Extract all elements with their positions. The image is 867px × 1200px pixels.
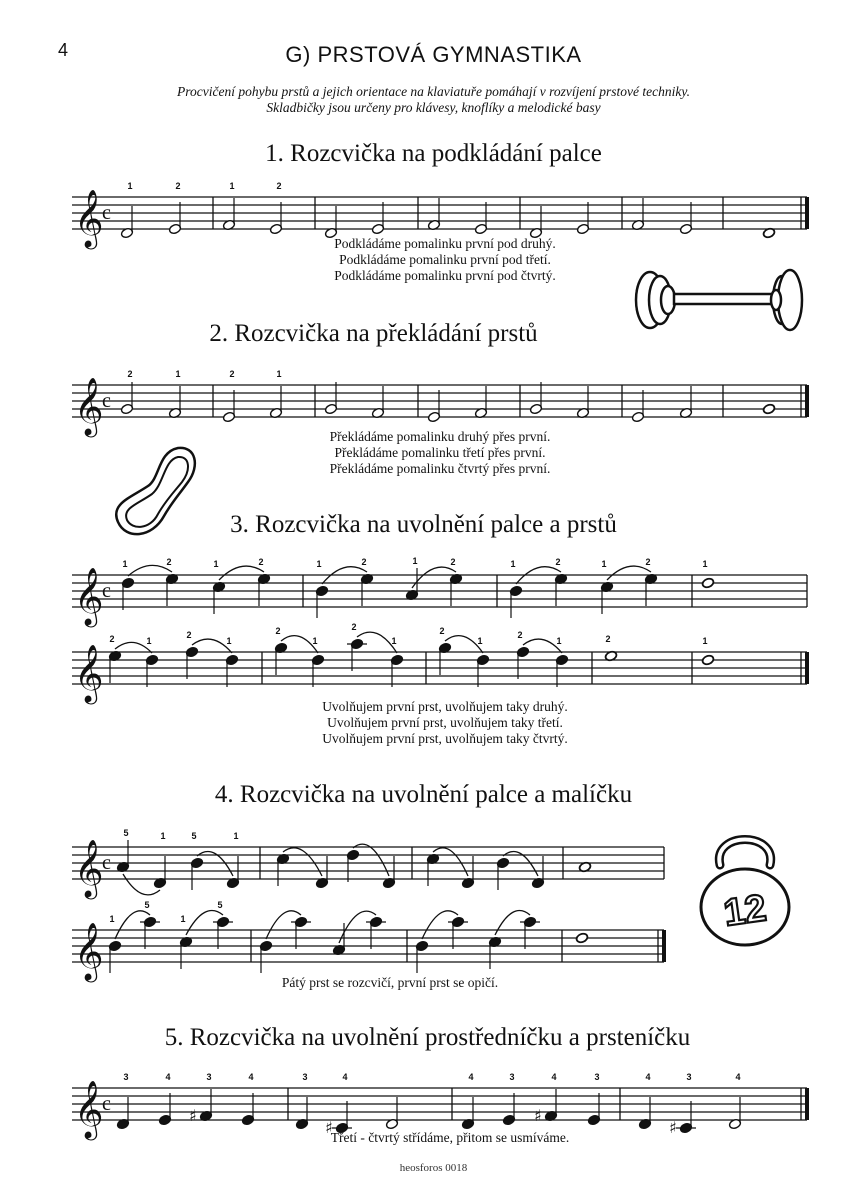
note	[474, 386, 487, 419]
exercise-2-title: 2. Rozcvička na překládání prstů	[209, 320, 538, 347]
note	[587, 1093, 600, 1126]
fingering-number: 2	[361, 557, 367, 567]
fingering-number: 2	[229, 369, 235, 379]
note	[520, 916, 540, 949]
note	[476, 654, 489, 687]
fingering-number: 1	[175, 369, 181, 379]
exercise-3-lyrics	[270, 699, 620, 747]
note	[274, 642, 287, 675]
note	[332, 923, 345, 956]
fingering-number: 2	[351, 622, 357, 632]
fingering-number: 1	[276, 369, 282, 379]
note	[226, 856, 239, 889]
note	[488, 936, 501, 969]
note	[212, 581, 225, 614]
note	[116, 1097, 129, 1130]
note	[496, 857, 509, 890]
note	[153, 856, 166, 889]
note	[108, 650, 121, 683]
lyric-line: Uvolňujem první prst, uvolňujem taky druhý.	[322, 699, 568, 714]
note	[555, 654, 568, 687]
fingering-number: 1	[213, 559, 219, 569]
sharp-icon: ♯	[325, 1118, 333, 1137]
note	[371, 386, 384, 419]
treble-clef-icon: 𝄞	[74, 839, 104, 897]
fingering-number: 3	[686, 1072, 692, 1082]
lyric-line: Překládáme pomalinku třetí přes první.	[334, 445, 546, 460]
lyric-line: Podkládáme pomalinku první pod druhý.	[334, 236, 556, 251]
time-signature: c	[102, 202, 111, 224]
note	[140, 916, 160, 949]
note	[438, 642, 451, 675]
fingering-number: 4	[551, 1072, 557, 1082]
lyric-line: Překládáme pomalinku druhý přes první.	[329, 429, 551, 444]
fingering-number: 1	[412, 556, 418, 566]
note	[448, 916, 468, 949]
fingering-number: 2	[555, 557, 561, 567]
kettlebell-label: 12	[721, 887, 769, 935]
note	[120, 382, 133, 415]
note	[644, 573, 657, 606]
note	[311, 654, 324, 687]
fingering-number: 2	[258, 557, 264, 567]
fingering-number: 2	[439, 626, 445, 636]
note	[461, 1097, 474, 1130]
fingering-number: 3	[302, 1072, 308, 1082]
page-title: G) PRSTOVÁ GYMNASTIKA	[285, 42, 582, 67]
note	[426, 853, 439, 886]
note	[762, 403, 775, 415]
time-signature: c	[102, 580, 111, 602]
fingering-number: 1	[226, 636, 232, 646]
note	[222, 198, 235, 231]
note	[269, 386, 282, 419]
fingering-number: 2	[605, 634, 611, 644]
note	[225, 654, 238, 687]
note	[269, 202, 282, 235]
fingering-number: 2	[127, 369, 133, 379]
note	[324, 206, 337, 239]
fingering-number: 1	[477, 636, 483, 646]
time-signature: c	[102, 1093, 111, 1115]
fingering-number: 1	[702, 559, 708, 569]
lyric-line: Pátý prst se rozcvičí, první prst se opičí.	[281, 975, 499, 990]
note	[145, 654, 158, 687]
note	[638, 1097, 651, 1130]
lyric-line: Překládáme pomalinku čtvrtý přes první.	[329, 461, 551, 476]
note	[168, 202, 181, 235]
exercise-2-staff	[0, 369, 867, 435]
fingering-number: 2	[517, 630, 523, 640]
fingering-number: 2	[276, 181, 282, 191]
slur	[219, 566, 264, 580]
fingering-number: 3	[509, 1072, 515, 1082]
note	[315, 585, 328, 618]
fingering-number: 1	[312, 636, 318, 646]
exercise-1-title: 1. Rozcvička na podkládání palce	[265, 140, 602, 167]
treble-clef-icon: 𝄞	[74, 644, 104, 702]
page-number: 4	[58, 40, 69, 60]
note	[158, 1093, 171, 1126]
note	[276, 853, 289, 886]
exercise-3-staff-1	[0, 556, 867, 625]
fingering-number: 1	[233, 831, 239, 841]
fingering-number: 3	[594, 1072, 600, 1082]
note	[554, 573, 567, 606]
note	[257, 573, 270, 606]
note	[575, 932, 588, 944]
fingering-number: 1	[316, 559, 322, 569]
note	[259, 940, 272, 973]
fingering-number: 4	[248, 1072, 254, 1082]
treble-clef-icon: 𝄞	[74, 189, 104, 247]
note	[291, 916, 311, 949]
note	[631, 198, 644, 231]
note	[190, 857, 203, 890]
lyric-line: Třetí - čtvrtý střídáme, přitom se usmíváme.	[330, 1130, 570, 1145]
fingering-number: 2	[166, 557, 172, 567]
exercise-3-title: 3. Rozcvička na uvolnění palce a prstů	[230, 511, 617, 538]
fingering-number: 1	[391, 636, 397, 646]
lyric-line: Podkládáme pomalinku první pod čtvrtý.	[334, 268, 556, 283]
sharp-icon: ♯	[669, 1118, 677, 1137]
treble-clef-icon: 𝄞	[74, 377, 104, 435]
note	[347, 638, 367, 671]
note	[382, 856, 395, 889]
note	[701, 654, 714, 666]
exercise-5-title: 5. Rozcvička na uvolnění prostředníčku a prsteníčku	[164, 1024, 691, 1051]
note	[415, 940, 428, 973]
footer-code: heosforos 0018	[399, 1162, 468, 1174]
fingering-number: 3	[206, 1072, 212, 1082]
sharp-icon: ♯	[189, 1106, 197, 1125]
exercise-1-lyrics	[290, 236, 600, 284]
exercise-3-staff-2	[0, 622, 867, 702]
fingering-number: 5	[123, 828, 129, 838]
slur	[607, 566, 651, 580]
note	[405, 568, 418, 601]
lyric-line: Podkládáme pomalinku první pod třetí.	[339, 252, 551, 267]
fingering-number: 1	[122, 559, 128, 569]
intro-line-1: Procvičení pohybu prstů a jejich orientace na klaviatuře pomáhají v rozvíjení prstové techniky.	[177, 84, 690, 99]
slur	[433, 848, 468, 876]
sharp-icon: ♯	[534, 1106, 542, 1125]
note	[120, 206, 133, 239]
fingering-number: 1	[146, 636, 152, 646]
note	[728, 1097, 741, 1130]
slur	[412, 567, 456, 588]
fingering-number: 2	[186, 630, 192, 640]
note	[631, 390, 644, 423]
note	[474, 202, 487, 235]
note	[531, 856, 544, 889]
exercise-4-title: 4. Rozcvička na uvolnění palce a malíčku	[214, 781, 633, 808]
treble-clef-icon: 𝄞	[74, 922, 104, 980]
note	[461, 856, 474, 889]
fingering-number: 4	[342, 1072, 348, 1082]
note	[701, 577, 714, 589]
fingering-number: 4	[165, 1072, 171, 1082]
note	[509, 585, 522, 618]
note	[324, 382, 337, 415]
fingering-number: 1	[510, 559, 516, 569]
fingering-number: 3	[123, 1072, 129, 1082]
note	[390, 654, 403, 687]
intro-line-2: Skladbičky jsou určeny pro klávesy, knoflíky a melodické basy	[266, 100, 601, 115]
fingering-number: 4	[735, 1072, 741, 1082]
note	[669, 1101, 696, 1137]
fingering-number: 1	[229, 181, 235, 191]
note	[366, 916, 386, 949]
note	[449, 573, 462, 606]
fingering-number: 5	[144, 900, 150, 910]
exercise-2-lyrics	[285, 429, 595, 477]
lyric-line: Uvolňujem první prst, uvolňujem taky třetí.	[327, 715, 563, 730]
fingering-number: 1	[160, 831, 166, 841]
note	[295, 1097, 308, 1130]
note	[427, 198, 440, 231]
note	[116, 840, 129, 873]
fingering-number: 4	[645, 1072, 651, 1082]
note	[529, 382, 542, 415]
note	[679, 202, 692, 235]
lyric-line: Uvolňujem první prst, uvolňujem taky čtvrtý.	[322, 731, 568, 746]
treble-clef-icon: 𝄞	[74, 1080, 104, 1138]
note	[121, 577, 134, 610]
exercise-5-lyrics	[280, 1130, 620, 1146]
note	[222, 390, 235, 423]
note	[600, 581, 613, 614]
slur	[283, 848, 322, 876]
note	[108, 940, 121, 973]
exercise-4-lyrics	[230, 975, 550, 991]
treble-clef-icon: 𝄞	[74, 567, 104, 625]
fingering-number: 2	[175, 181, 181, 191]
fingering-number: 1	[601, 559, 607, 569]
kettlebell-picture	[690, 825, 800, 950]
fingering-number: 1	[180, 914, 186, 924]
time-signature: c	[102, 390, 111, 412]
note	[165, 573, 178, 606]
fingering-number: 5	[217, 900, 223, 910]
fingering-number: 2	[109, 634, 115, 644]
fingering-number: 2	[275, 626, 281, 636]
note	[427, 390, 440, 423]
note	[360, 573, 373, 606]
fingering-number: 1	[109, 914, 115, 924]
fingering-number: 2	[645, 557, 651, 567]
note	[179, 936, 192, 969]
note	[529, 206, 542, 239]
fingering-number: 2	[450, 557, 456, 567]
note	[502, 1093, 515, 1126]
note	[371, 202, 384, 235]
note	[241, 1093, 254, 1126]
fingering-number: 1	[127, 181, 133, 191]
fingering-number: 5	[191, 831, 197, 841]
note	[213, 916, 233, 949]
note	[516, 646, 529, 679]
note	[315, 856, 328, 889]
note	[185, 646, 198, 679]
fingering-number: 1	[556, 636, 562, 646]
note	[346, 849, 359, 882]
note	[679, 386, 692, 419]
fingering-number: 4	[468, 1072, 474, 1082]
note	[576, 202, 589, 235]
note	[576, 386, 589, 419]
time-signature: c	[102, 852, 111, 874]
fingering-number: 1	[702, 636, 708, 646]
note	[168, 386, 181, 419]
note	[385, 1097, 398, 1130]
